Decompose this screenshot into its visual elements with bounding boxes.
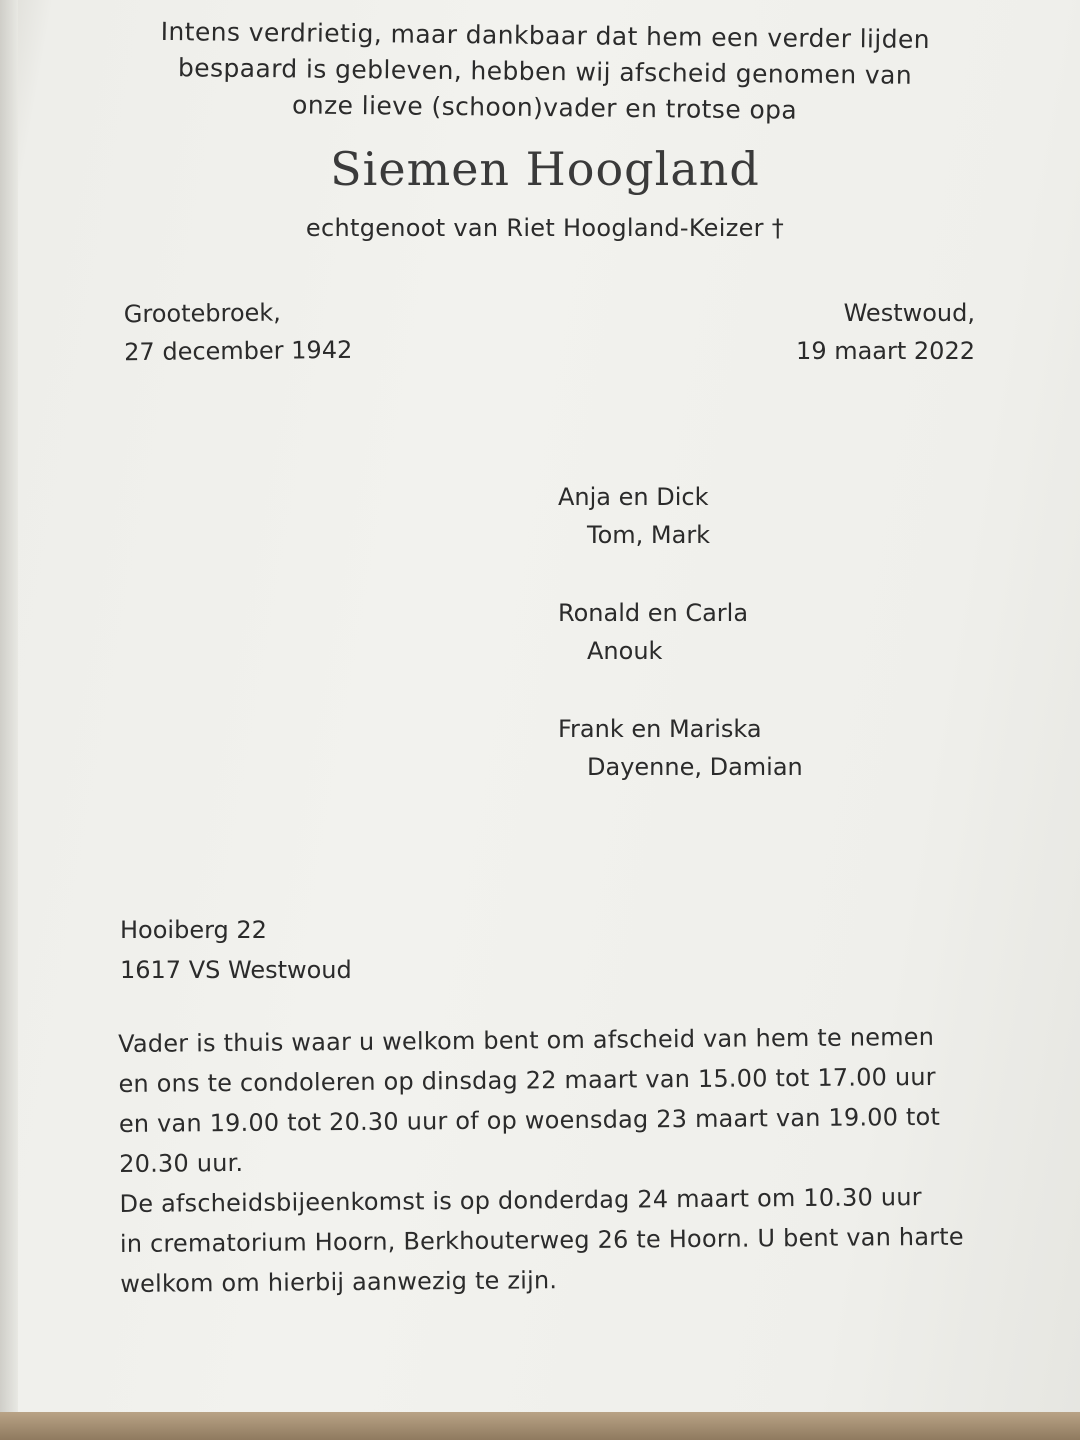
intro-text	[139, 14, 950, 130]
body-line: en van 19.00 tot 20.30 uur of op woensdag 23 maart van 19.00 tot	[118, 1102, 941, 1138]
death-info	[760, 294, 975, 370]
family-group	[558, 478, 803, 554]
spouse-line: echtgenoot van Riet Hoogland-Keizer †	[305, 214, 785, 242]
intro-line: bespaard is gebleven, hebben wij afscheid genomen van	[177, 53, 913, 90]
family-parents: Frank en Mariska	[558, 715, 762, 743]
visitation-text	[118, 1016, 1000, 1304]
body-line: Vader is thuis waar u welkom bent om afscheid van hem te nemen	[118, 1022, 935, 1058]
death-date: 19 maart 2022	[796, 337, 975, 365]
body-line: in crematorium Hoorn, Berkhouterweg 26 te Hoorn. U bent van harte	[119, 1222, 964, 1258]
card-edge	[0, 0, 18, 1418]
family-parents: Anja en Dick	[558, 483, 709, 511]
address-block	[120, 910, 352, 990]
birth-info	[124, 293, 353, 371]
body-line: De afscheidsbijeenkomst is op donderdag 24 maart om 10.30 uur	[119, 1182, 922, 1218]
body-line: welkom om hierbij aanwezig te zijn.	[120, 1266, 558, 1298]
family-children: Tom, Mark	[587, 521, 711, 549]
intro-line: Intens verdrietig, maar dankbaar dat hem een verder lijden	[160, 16, 931, 55]
family-parents: Ronald en Carla	[558, 599, 749, 627]
birth-date: 27 december 1942	[124, 335, 353, 367]
body-line: 20.30 uur.	[119, 1148, 244, 1178]
table-surface	[0, 1412, 1080, 1440]
address-city: 1617 VS Westwoud	[120, 956, 352, 984]
death-place: Westwoud,	[843, 299, 975, 327]
body-line: en ons te condoleren op dinsdag 22 maart van 15.00 tot 17.00 uur	[118, 1062, 936, 1098]
family-group	[558, 594, 803, 670]
family-children: Dayenne, Damian	[587, 753, 803, 781]
family-children: Anouk	[587, 637, 663, 665]
birth-place: Grootebroek,	[123, 298, 281, 329]
deceased-name: Siemen Hoogland	[330, 142, 760, 196]
intro-line: onze lieve (schoon)vader en trotse opa	[291, 90, 798, 125]
family-list	[558, 478, 803, 826]
address-street: Hooiberg 22	[120, 916, 267, 944]
family-group	[558, 710, 803, 786]
